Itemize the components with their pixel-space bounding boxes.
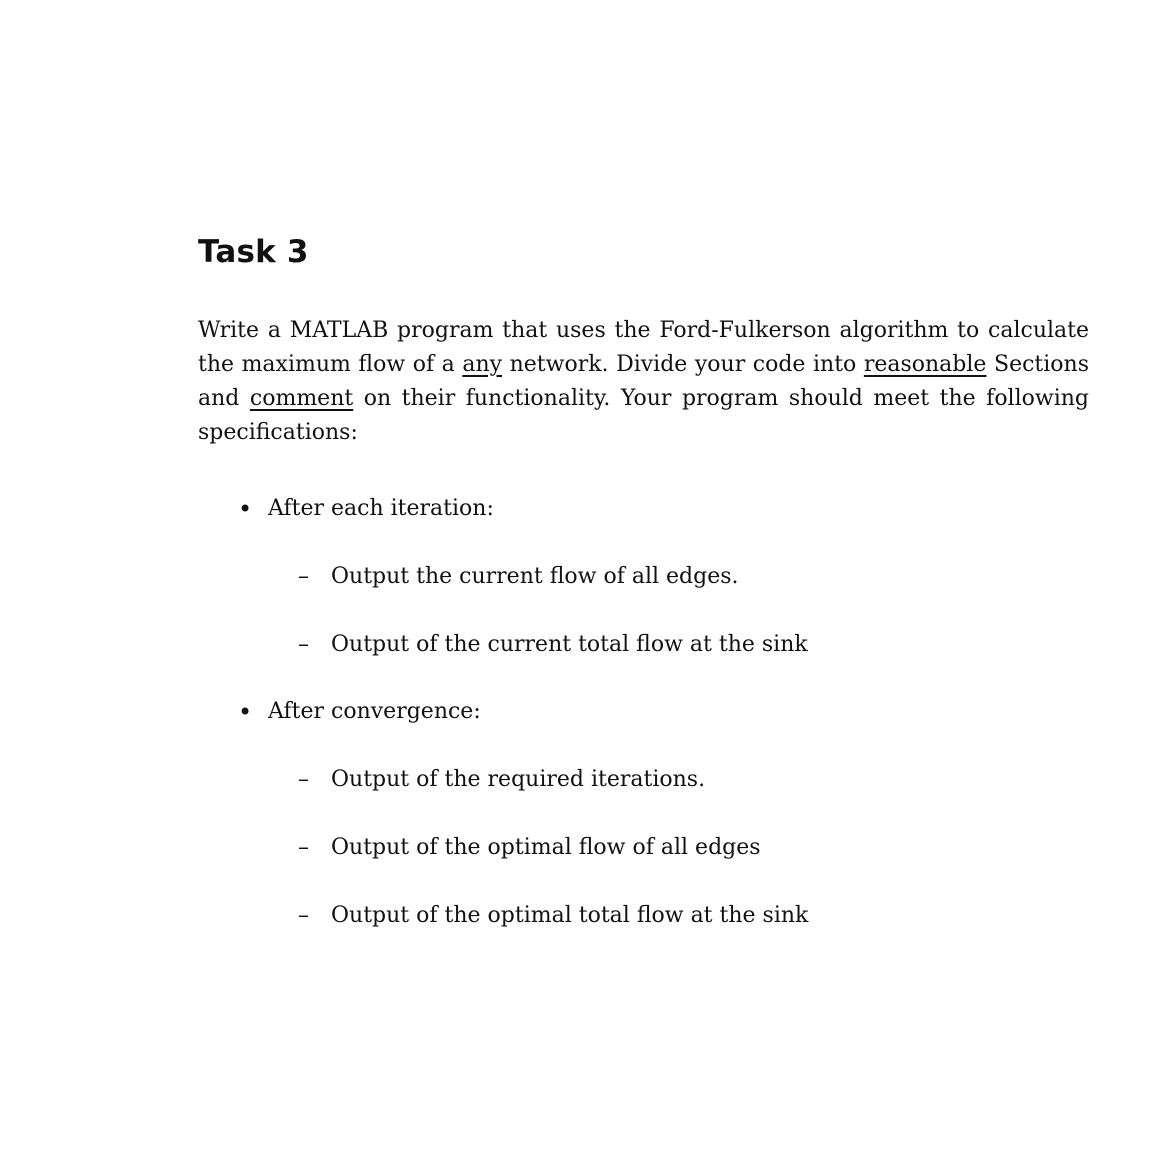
spec-item-text: Output the current flow of all edges. [331,564,739,589]
spec-item-text: Output of the optimal flow of all edges [331,835,761,860]
spec-group-label: After convergence: [268,699,481,724]
spec-item [298,628,808,662]
description-text-1: Write a MATLAB program that uses the Ford-Fulkerson algorithm to calculate the maximum flow of a [198,318,1089,377]
dash-icon: – [298,835,309,860]
spec-item [298,899,809,933]
description-text-4: on their functionality. Your program should meet the following specifications: [198,386,1089,445]
spec-item-text: Output of the optimal total flow at the sink [331,903,809,928]
emphasis-any: any [462,352,503,377]
spec-item-text: Output of the current total flow at the sink [331,632,808,657]
dash-icon: – [298,903,309,928]
spec-group-label: After each iteration: [268,496,494,521]
description-text-3: Sections and [198,352,1089,411]
bullet-icon: • [238,495,253,523]
task-description [198,314,1089,450]
spec-group-after-each-iteration [238,492,494,526]
spec-group-after-convergence [238,695,481,729]
dash-icon: – [298,564,309,589]
dash-icon: – [298,767,309,792]
spec-item-text: Output of the required iterations. [331,767,706,792]
dash-icon: – [298,632,309,657]
emphasis-reasonable: reasonable [863,352,987,377]
description-text-2: network. Divide your code into [502,352,864,377]
bullet-icon: • [238,698,253,726]
emphasis-comment: comment [249,386,354,411]
task-title: Task 3 [198,234,309,270]
spec-item [298,560,739,594]
spec-item [298,831,761,865]
spec-item [298,763,706,797]
